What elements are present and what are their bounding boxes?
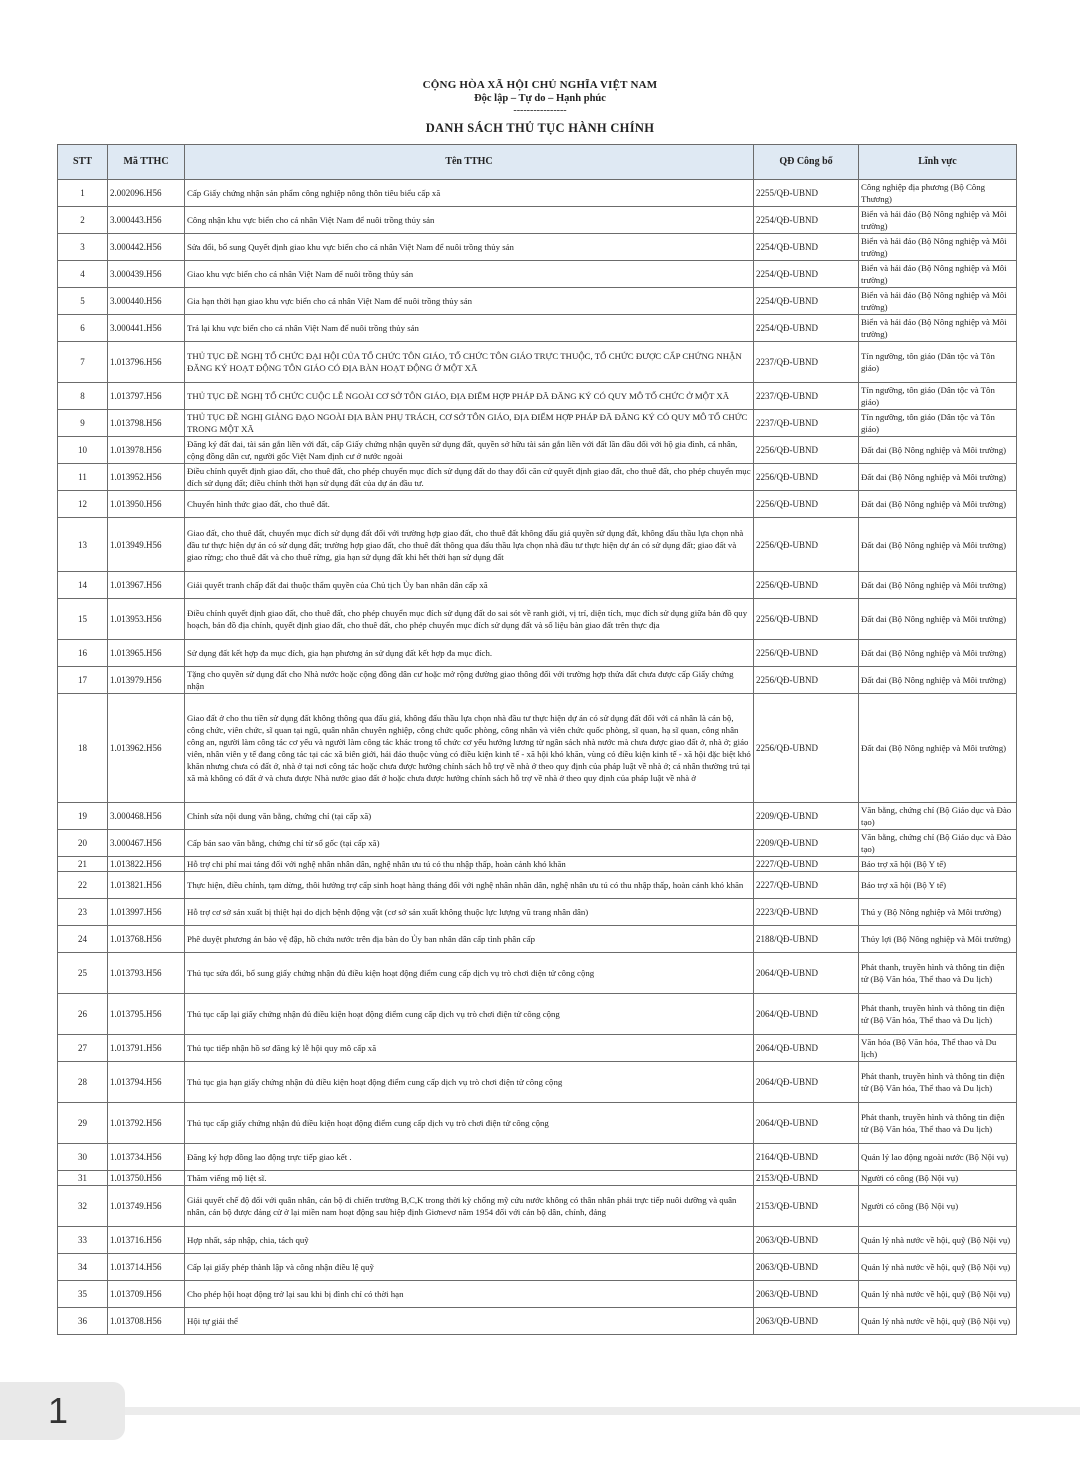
table-row — [58, 180, 1017, 207]
table-row — [58, 872, 1017, 899]
row-code: 1.013750.H56 — [108, 1171, 185, 1186]
row-stt: 22 — [58, 872, 108, 899]
row-field: Biển và hải đảo (Bộ Nông nghiệp và Môi trường) — [859, 234, 1017, 261]
row-code: 1.013821.H56 — [108, 872, 185, 899]
row-name: Giao đất ở cho thu tiền sử dụng đất không thông qua đấu giá, không đấu thầu lựa chọn nhà đầu tư thực hiện dự án có sử dụng đất đối với cá nhân là cán bộ, công chức, viên chức, sĩ quan tại ngũ, quân nhân chuyên nghiệp, công chức quốc phòng, công nhân và viên chức quốc phòng, sĩ quan, hạ sĩ quan, công nhân công an, người làm công tác cơ yếu và người làm công tác khác trong tổ chức cơ yếu hưởng lương từ ngân sách nhà nước mà chưa được giao đất ở, nhà ở; giáo viên, nhân viên y tế đang công tác tại các xã biên giới, hải đảo thuộc vùng có điều kiện kinh tế - xã hội khó khăn, vùng có điều kiện kinh tế - xã hội đặc biệt khó khăn nhưng chưa có đất ở, nhà ở tại nơi công tác hoặc chưa được hưởng chính sách hỗ trợ về nhà ở theo quy định của pháp luật về nhà ở; cá nhân thường trú tại xã mà không có đất ở và chưa được Nhà nước giao đất ở hoặc chưa được hưởng chính sách hỗ trợ về nhà ở theo quy định của pháp luật về nhà ở — [185, 694, 754, 803]
row-name: Điều chỉnh quyết định giao đất, cho thuê đất, cho phép chuyển mục đích sử dụng đất do thay đổi căn cứ quyết định giao đất, cho thuê đất, cho phép chuyển mục đích sử dụng đất; điều chỉnh thời hạn sử dụng đất của dự án đầu tư. — [185, 464, 754, 491]
row-decision: 2227/QĐ-UBND — [754, 872, 859, 899]
row-code: 1.013952.H56 — [108, 464, 185, 491]
row-name: Sử dụng đất kết hợp đa mục đích, gia hạn phương án sử dụng đất kết hợp đa mục đích. — [185, 640, 754, 667]
table-row — [58, 1144, 1017, 1171]
table-row — [58, 464, 1017, 491]
row-name: Thủ tục sửa đổi, bổ sung giấy chứng nhận đủ điều kiện hoạt động điểm cung cấp dịch vụ trò chơi điện tử công cộng — [185, 953, 754, 994]
row-field: Đất đai (Bộ Nông nghiệp và Môi trường) — [859, 599, 1017, 640]
row-decision: 2064/QĐ-UBND — [754, 953, 859, 994]
row-field: Quản lý nhà nước về hội, quỹ (Bộ Nội vụ) — [859, 1254, 1017, 1281]
row-decision: 2063/QĐ-UBND — [754, 1227, 859, 1254]
col-header-stt: STT — [58, 145, 108, 180]
row-decision: 2254/QĐ-UBND — [754, 234, 859, 261]
table-row — [58, 830, 1017, 857]
row-decision: 2254/QĐ-UBND — [754, 288, 859, 315]
row-decision: 2256/QĐ-UBND — [754, 640, 859, 667]
row-code: 1.013967.H56 — [108, 572, 185, 599]
row-decision: 2164/QĐ-UBND — [754, 1144, 859, 1171]
col-header-field: Lĩnh vực — [859, 145, 1017, 180]
row-decision: 2255/QĐ-UBND — [754, 180, 859, 207]
row-field: Văn hóa (Bộ Văn hóa, Thể thao và Du lịch) — [859, 1035, 1017, 1062]
row-stt: 21 — [58, 857, 108, 872]
table-row — [58, 1308, 1017, 1335]
row-name: Thủ tục tiếp nhận hồ sơ đăng ký lễ hội quy mô cấp xã — [185, 1035, 754, 1062]
row-name: Phê duyệt phương án bảo vệ đập, hồ chứa nước trên địa bàn do Ủy ban nhân dân cấp tỉnh phân cấp — [185, 926, 754, 953]
row-decision: 2237/QĐ-UBND — [754, 383, 859, 410]
page-footer-bar — [125, 1407, 1080, 1415]
row-field: Bảo trợ xã hội (Bộ Y tế) — [859, 872, 1017, 899]
row-code: 1.013792.H56 — [108, 1103, 185, 1144]
table-row — [58, 1062, 1017, 1103]
row-code: 1.013949.H56 — [108, 518, 185, 572]
row-stt: 17 — [58, 667, 108, 694]
row-decision: 2256/QĐ-UBND — [754, 464, 859, 491]
row-decision: 2256/QĐ-UBND — [754, 491, 859, 518]
national-title: CỘNG HÒA XÃ HỘI CHỦ NGHĨA VIỆT NAM — [422, 79, 658, 91]
row-name: Giải quyết tranh chấp đất đai thuộc thẩm quyền của Chủ tịch Ủy ban nhân dân cấp xã — [185, 572, 754, 599]
row-field: Thủy lợi (Bộ Nông nghiệp và Môi trường) — [859, 926, 1017, 953]
row-stt: 16 — [58, 640, 108, 667]
table-row — [58, 1171, 1017, 1186]
row-code: 1.013796.H56 — [108, 342, 185, 383]
row-field: Người có công (Bộ Nội vụ) — [859, 1186, 1017, 1227]
row-name: Cấp Giấy chứng nhận sản phẩm công nghiệp nông thôn tiêu biểu cấp xã — [185, 180, 754, 207]
row-stt: 6 — [58, 315, 108, 342]
col-header-decision: QĐ Công bố — [754, 145, 859, 180]
table-row — [58, 857, 1017, 872]
row-decision: 2064/QĐ-UBND — [754, 1035, 859, 1062]
row-code: 1.013979.H56 — [108, 667, 185, 694]
national-motto: Độc lập – Tự do – Hạnh phúc — [474, 93, 606, 104]
row-stt: 23 — [58, 899, 108, 926]
row-name: Cho phép hội hoạt động trở lại sau khi bị đình chỉ có thời hạn — [185, 1281, 754, 1308]
row-decision: 2256/QĐ-UBND — [754, 518, 859, 572]
row-field: Tín ngưỡng, tôn giáo (Dân tộc và Tôn giáo) — [859, 383, 1017, 410]
row-field: Phát thanh, truyền hình và thông tin điện tử (Bộ Văn hóa, Thể thao và Du lịch) — [859, 1103, 1017, 1144]
row-code: 1.013795.H56 — [108, 994, 185, 1035]
row-name: Giải quyết chế độ đối với quân nhân, cán bộ đi chiến trường B,C,K trong thời kỳ chống mỹ cứu nước không có thân nhân phải trực tiếp nuôi dưỡng và quân nhân, cán bộ được đảng cử ở lại miền nam hoạt động sau hiệp định Giơnevơ năm 1954 đối với cán bộ dân, chính, đảng — [185, 1186, 754, 1227]
document-title: DANH SÁCH THỦ TỤC HÀNH CHÍNH — [425, 121, 655, 135]
row-name: THỦ TỤC ĐỀ NGHỊ TỔ CHỨC CUỘC LỄ NGOÀI CƠ SỞ TÔN GIÁO, ĐỊA ĐIỂM HỢP PHÁP ĐÃ ĐĂNG KÝ CÓ QUY MÔ TỔ CHỨC Ở MỘT XÃ — [185, 383, 754, 410]
row-stt: 9 — [58, 410, 108, 437]
row-decision: 2064/QĐ-UBND — [754, 1103, 859, 1144]
row-name: Giao đất, cho thuê đất, chuyển mục đích sử dụng đất đối với trường hợp giao đất, cho thuê đất không đấu giá quyền sử dụng đất, không đấu thầu lựa chọn nhà đầu tư thực hiện dự án có sử dụng đất; trường hợp giao đất, cho thuê đất thông qua đấu thầu lựa chọn nhà đầu tư thực hiện dự án có sử dụng đất; giao đất và giao rừng; cho thuê đất và cho thuê rừng, gia hạn sử dụng đất khi hết thời hạn sử dụng đất — [185, 518, 754, 572]
row-name: Hỗ trợ chi phí mai táng đối với nghệ nhân nhân dân, nghệ nhân ưu tú có thu nhập thấp, hoàn cảnh khó khăn — [185, 857, 754, 872]
row-decision: 2209/QĐ-UBND — [754, 830, 859, 857]
row-code: 3.000440.H56 — [108, 288, 185, 315]
row-decision: 2256/QĐ-UBND — [754, 599, 859, 640]
row-code: 1.013794.H56 — [108, 1062, 185, 1103]
row-name: Sửa đổi, bổ sung Quyết định giao khu vực biển cho cá nhân Việt Nam để nuôi trồng thủy sản — [185, 234, 754, 261]
row-field: Phát thanh, truyền hình và thông tin điện tử (Bộ Văn hóa, Thể thao và Du lịch) — [859, 1062, 1017, 1103]
row-field: Đất đai (Bộ Nông nghiệp và Môi trường) — [859, 640, 1017, 667]
document-header — [0, 78, 1080, 136]
table-row — [58, 926, 1017, 953]
row-decision: 2063/QĐ-UBND — [754, 1281, 859, 1308]
row-name: Thăm viếng mộ liệt sĩ. — [185, 1171, 754, 1186]
row-stt: 19 — [58, 803, 108, 830]
row-stt: 20 — [58, 830, 108, 857]
row-field: Người có công (Bộ Nội vụ) — [859, 1171, 1017, 1186]
table-row — [58, 342, 1017, 383]
row-field: Phát thanh, truyền hình và thông tin điện tử (Bộ Văn hóa, Thể thao và Du lịch) — [859, 953, 1017, 994]
table-row — [58, 288, 1017, 315]
row-code: 1.013793.H56 — [108, 953, 185, 994]
row-code: 1.013798.H56 — [108, 410, 185, 437]
row-decision: 2153/QĐ-UBND — [754, 1171, 859, 1186]
row-stt: 14 — [58, 572, 108, 599]
row-stt: 24 — [58, 926, 108, 953]
row-code: 1.013791.H56 — [108, 1035, 185, 1062]
table-row — [58, 899, 1017, 926]
row-code: 1.013965.H56 — [108, 640, 185, 667]
row-stt: 25 — [58, 953, 108, 994]
table-row — [58, 994, 1017, 1035]
row-code: 3.000442.H56 — [108, 234, 185, 261]
col-header-name: Tên TTHC — [185, 145, 754, 180]
row-stt: 3 — [58, 234, 108, 261]
row-field: Biển và hải đảo (Bộ Nông nghiệp và Môi trường) — [859, 261, 1017, 288]
row-stt: 32 — [58, 1186, 108, 1227]
row-field: Đất đai (Bộ Nông nghiệp và Môi trường) — [859, 464, 1017, 491]
row-code: 1.013709.H56 — [108, 1281, 185, 1308]
row-decision: 2256/QĐ-UBND — [754, 694, 859, 803]
table-header-row — [58, 145, 1017, 180]
procedure-table — [57, 144, 1017, 1335]
row-field: Quản lý nhà nước về hội, quỹ (Bộ Nội vụ) — [859, 1227, 1017, 1254]
row-name: Hội tự giải thể — [185, 1308, 754, 1335]
row-code: 3.000467.H56 — [108, 830, 185, 857]
row-field: Biển và hải đảo (Bộ Nông nghiệp và Môi trường) — [859, 315, 1017, 342]
row-stt: 5 — [58, 288, 108, 315]
row-stt: 13 — [58, 518, 108, 572]
row-decision: 2063/QĐ-UBND — [754, 1308, 859, 1335]
row-decision: 2254/QĐ-UBND — [754, 261, 859, 288]
row-decision: 2256/QĐ-UBND — [754, 437, 859, 464]
table-row — [58, 261, 1017, 288]
row-field: Đất đai (Bộ Nông nghiệp và Môi trường) — [859, 572, 1017, 599]
row-stt: 27 — [58, 1035, 108, 1062]
row-decision: 2227/QĐ-UBND — [754, 857, 859, 872]
row-decision: 2256/QĐ-UBND — [754, 667, 859, 694]
table-row — [58, 694, 1017, 803]
table-row — [58, 599, 1017, 640]
row-field: Tín ngưỡng, tôn giáo (Dân tộc và Tôn giáo) — [859, 410, 1017, 437]
row-code: 3.000443.H56 — [108, 207, 185, 234]
row-name: THỦ TỤC ĐỀ NGHỊ GIẢNG ĐẠO NGOÀI ĐỊA BÀN PHỤ TRÁCH, CƠ SỞ TÔN GIÁO, ĐỊA ĐIỂM HỢP PHÁP ĐÃ ĐĂNG KÝ CÓ QUY MÔ TỔ CHỨC TRONG MỘT XÃ — [185, 410, 754, 437]
row-stt: 28 — [58, 1062, 108, 1103]
row-name: Thủ tục cấp giấy chứng nhận đủ điều kiện hoạt động điểm cung cấp dịch vụ trò chơi điện tử công cộng — [185, 1103, 754, 1144]
row-code: 2.002096.H56 — [108, 180, 185, 207]
row-code: 1.013714.H56 — [108, 1254, 185, 1281]
row-decision: 2237/QĐ-UBND — [754, 410, 859, 437]
row-stt: 29 — [58, 1103, 108, 1144]
row-field: Đất đai (Bộ Nông nghiệp và Môi trường) — [859, 437, 1017, 464]
row-stt: 1 — [58, 180, 108, 207]
row-field: Quản lý nhà nước về hội, quỹ (Bộ Nội vụ) — [859, 1281, 1017, 1308]
table-row — [58, 640, 1017, 667]
table-row — [58, 1227, 1017, 1254]
row-stt: 7 — [58, 342, 108, 383]
row-name: Giao khu vực biển cho cá nhân Việt Nam để nuôi trồng thủy sản — [185, 261, 754, 288]
row-field: Bảo trợ xã hội (Bộ Y tế) — [859, 857, 1017, 872]
row-name: Công nhận khu vực biển cho cá nhân Việt Nam để nuôi trồng thủy sản — [185, 207, 754, 234]
table-row — [58, 383, 1017, 410]
row-field: Thú y (Bộ Nông nghiệp và Môi trường) — [859, 899, 1017, 926]
table-row — [58, 315, 1017, 342]
row-name: Điều chỉnh quyết định giao đất, cho thuê đất, cho phép chuyển mục đích sử dụng đất do sai sót về ranh giới, vị trí, diện tích, mục đích sử dụng giữa bản đồ quy hoạch, bản đồ địa chính, quyết định giao đất, cho thuê đất, cho phép chuyển mục đích sử dụng đất và số liệu bàn giao đất trên thực địa — [185, 599, 754, 640]
row-stt: 26 — [58, 994, 108, 1035]
row-stt: 2 — [58, 207, 108, 234]
row-stt: 4 — [58, 261, 108, 288]
table-row — [58, 1103, 1017, 1144]
row-decision: 2188/QĐ-UBND — [754, 926, 859, 953]
row-field: Đất đai (Bộ Nông nghiệp và Môi trường) — [859, 518, 1017, 572]
row-decision: 2064/QĐ-UBND — [754, 994, 859, 1035]
row-field: Biển và hải đảo (Bộ Nông nghiệp và Môi trường) — [859, 288, 1017, 315]
row-field: Công nghiệp địa phương (Bộ Công Thương) — [859, 180, 1017, 207]
table-row — [58, 1281, 1017, 1308]
row-code: 1.013734.H56 — [108, 1144, 185, 1171]
row-decision: 2254/QĐ-UBND — [754, 315, 859, 342]
page-number-tab — [0, 1382, 125, 1440]
row-stt: 12 — [58, 491, 108, 518]
row-code: 1.013708.H56 — [108, 1308, 185, 1335]
table-row — [58, 667, 1017, 694]
row-stt: 30 — [58, 1144, 108, 1171]
row-stt: 18 — [58, 694, 108, 803]
row-stt: 8 — [58, 383, 108, 410]
row-name: THỦ TỤC ĐỀ NGHỊ TỔ CHỨC ĐẠI HỘI CỦA TỔ CHỨC TÔN GIÁO, TỔ CHỨC TÔN GIÁO TRỰC THUỘC, TỔ CHỨC ĐƯỢC CẤP CHỨNG NHẬN ĐĂNG KÝ HOẠT ĐỘNG TÔN GIÁO CÓ ĐỊA BÀN HOẠT ĐỘNG Ở MỘT XÃ — [185, 342, 754, 383]
row-code: 1.013822.H56 — [108, 857, 185, 872]
row-code: 3.000441.H56 — [108, 315, 185, 342]
row-field: Đất đai (Bộ Nông nghiệp và Môi trường) — [859, 667, 1017, 694]
row-code: 1.013768.H56 — [108, 926, 185, 953]
row-decision: 2063/QĐ-UBND — [754, 1254, 859, 1281]
table-row — [58, 491, 1017, 518]
row-code: 1.013962.H56 — [108, 694, 185, 803]
header-divider: ---------------- — [513, 105, 567, 116]
table-row — [58, 410, 1017, 437]
row-name: Thủ tục gia hạn giấy chứng nhận đủ điều kiện hoạt động điểm cung cấp dịch vụ trò chơi điện tử công cộng — [185, 1062, 754, 1103]
row-field: Quản lý lao động ngoài nước (Bộ Nội vụ) — [859, 1144, 1017, 1171]
row-name: Cấp lại giấy phép thành lập và công nhận điều lệ quỹ — [185, 1254, 754, 1281]
row-name: Thủ tục cấp lại giấy chứng nhận đủ điều kiện hoạt động điểm cung cấp dịch vụ trò chơi điện tử công cộng — [185, 994, 754, 1035]
row-name: Tặng cho quyền sử dụng đất cho Nhà nước hoặc cộng đồng dân cư hoặc mở rộng đường giao thông đối với trường hợp thửa đất chưa được cấp Giấy chứng nhận — [185, 667, 754, 694]
row-field: Phát thanh, truyền hình và thông tin điện tử (Bộ Văn hóa, Thể thao và Du lịch) — [859, 994, 1017, 1035]
row-stt: 31 — [58, 1171, 108, 1186]
row-code: 1.013716.H56 — [108, 1227, 185, 1254]
row-decision: 2064/QĐ-UBND — [754, 1062, 859, 1103]
row-stt: 36 — [58, 1308, 108, 1335]
table-row — [58, 1035, 1017, 1062]
row-name: Thực hiện, điều chỉnh, tạm dừng, thôi hưởng trợ cấp sinh hoạt hàng tháng đối với nghệ nhân nhân dân, nghệ nhân ưu tú có thu nhập thấp, hoàn cảnh khó khăn — [185, 872, 754, 899]
col-header-code: Mã TTHC — [108, 145, 185, 180]
row-code: 3.000439.H56 — [108, 261, 185, 288]
row-field: Văn bằng, chứng chỉ (Bộ Giáo dục và Đào tạo) — [859, 803, 1017, 830]
row-name: Đăng ký đất đai, tài sản gắn liền với đất, cấp Giấy chứng nhận quyền sử dụng đất, quyền sở hữu tài sản gắn liền với đất lần đầu đối với hộ gia đình, cá nhân, cộng đồng dân cư, người gốc Việt Nam định cư ở nước ngoài — [185, 437, 754, 464]
table-row — [58, 207, 1017, 234]
row-decision: 2254/QĐ-UBND — [754, 207, 859, 234]
table-row — [58, 518, 1017, 572]
row-field: Đất đai (Bộ Nông nghiệp và Môi trường) — [859, 694, 1017, 803]
row-stt: 35 — [58, 1281, 108, 1308]
row-field: Quản lý nhà nước về hội, quỹ (Bộ Nội vụ) — [859, 1308, 1017, 1335]
row-name: Cấp bản sao văn bằng, chứng chỉ từ sổ gốc (tại cấp xã) — [185, 830, 754, 857]
table-row — [58, 803, 1017, 830]
row-decision: 2237/QĐ-UBND — [754, 342, 859, 383]
row-stt: 11 — [58, 464, 108, 491]
row-stt: 15 — [58, 599, 108, 640]
row-code: 3.000468.H56 — [108, 803, 185, 830]
table-row — [58, 953, 1017, 994]
row-field: Biển và hải đảo (Bộ Nông nghiệp và Môi trường) — [859, 207, 1017, 234]
row-code: 1.013978.H56 — [108, 437, 185, 464]
row-code: 1.013953.H56 — [108, 599, 185, 640]
row-stt: 34 — [58, 1254, 108, 1281]
row-name: Chuyển hình thức giao đất, cho thuê đất. — [185, 491, 754, 518]
row-decision: 2256/QĐ-UBND — [754, 572, 859, 599]
row-decision: 2223/QĐ-UBND — [754, 899, 859, 926]
table-row — [58, 1186, 1017, 1227]
row-name: Đăng ký hợp đồng lao động trực tiếp giao kết . — [185, 1144, 754, 1171]
row-name: Hợp nhất, sáp nhập, chia, tách quỹ — [185, 1227, 754, 1254]
row-code: 1.013997.H56 — [108, 899, 185, 926]
row-code: 1.013797.H56 — [108, 383, 185, 410]
row-decision: 2153/QĐ-UBND — [754, 1186, 859, 1227]
table-row — [58, 437, 1017, 464]
table-row — [58, 234, 1017, 261]
row-field: Tín ngưỡng, tôn giáo (Dân tộc và Tôn giáo) — [859, 342, 1017, 383]
table-row — [58, 1254, 1017, 1281]
row-decision: 2209/QĐ-UBND — [754, 803, 859, 830]
row-code: 1.013749.H56 — [108, 1186, 185, 1227]
row-name: Gia hạn thời hạn giao khu vực biển cho cá nhân Việt Nam để nuôi trồng thủy sản — [185, 288, 754, 315]
row-stt: 33 — [58, 1227, 108, 1254]
row-stt: 10 — [58, 437, 108, 464]
row-field: Đất đai (Bộ Nông nghiệp và Môi trường) — [859, 491, 1017, 518]
row-name: Hỗ trợ cơ sở sản xuất bị thiệt hại do dịch bệnh động vật (cơ sở sản xuất không thuộc lực lượng vũ trang nhân dân) — [185, 899, 754, 926]
row-code: 1.013950.H56 — [108, 491, 185, 518]
table-row — [58, 572, 1017, 599]
row-name: Chỉnh sửa nội dung văn bằng, chứng chỉ (tại cấp xã) — [185, 803, 754, 830]
page-number: 1 — [48, 1390, 69, 1431]
row-name: Trả lại khu vực biển cho cá nhân Việt Nam để nuôi trồng thủy sản — [185, 315, 754, 342]
row-field: Văn bằng, chứng chỉ (Bộ Giáo dục và Đào tạo) — [859, 830, 1017, 857]
